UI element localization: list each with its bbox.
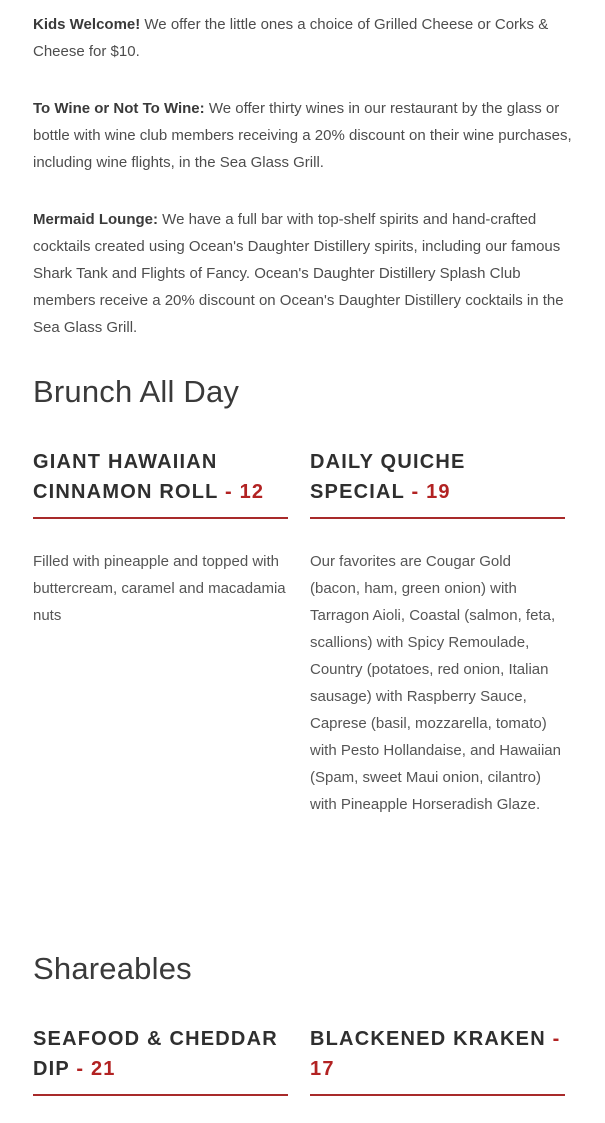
item-divider xyxy=(310,1094,565,1096)
item-name: SEAFOOD & CHEDDAR DIP xyxy=(33,1028,278,1080)
menu-item-blackened-kraken xyxy=(310,1024,565,1084)
mermaid-lounge-lead: Mermaid Lounge: xyxy=(33,211,159,228)
item-heading xyxy=(310,447,565,507)
item-price: - 12 xyxy=(218,481,265,503)
wine-paragraph xyxy=(33,95,573,176)
kids-welcome-lead: Kids Welcome! xyxy=(33,16,141,33)
item-name: GIANT HAWAIIAN CINNAMON ROLL xyxy=(33,451,219,503)
item-heading xyxy=(33,447,288,507)
menu-item-quiche xyxy=(310,447,565,813)
mermaid-lounge-paragraph xyxy=(33,206,573,341)
mermaid-lounge-text: We have a full bar with top-shelf spirits and hand-crafted cocktails created using Ocean's Daughter Distillery spirits, including our famous Shark Tank and Flights of Fancy. Ocean's Daughter Distillery Splash Club members receive a 20% discount on Ocean's Daughter Distillery cocktails in the Sea Glass Grill. xyxy=(33,211,564,336)
item-divider xyxy=(310,517,565,519)
brunch-section-title: Brunch All Day xyxy=(33,374,240,409)
wine-lead: To Wine or Not To Wine: xyxy=(33,100,205,117)
item-heading xyxy=(310,1024,565,1084)
item-price: - 21 xyxy=(69,1058,116,1080)
item-price: - 17 xyxy=(310,1028,561,1080)
item-description: Our favorites are Cougar Gold (bacon, ham, green onion) with Tarragon Aioli, Coastal (salmon, feta, scallions) with Spicy Remoulade, Country (potatoes, red onion, Italian sausage) with Raspberry Sauce, Caprese (basil, mozzarella, tomato) with Pesto Hollandaise, and Hawaiian (Spam, sweet Maui onion, cilantro) with Pineapple Horseradish Glaze. xyxy=(310,553,561,813)
item-name: DAILY QUICHE SPECIAL xyxy=(310,451,466,503)
item-description: Filled with pineapple and topped with buttercream, caramel and macadamia nuts xyxy=(33,553,286,624)
shareables-section-title: Shareables xyxy=(33,951,192,986)
item-divider xyxy=(33,517,288,519)
wine-text: We offer thirty wines in our restaurant by the glass or bottle with wine club members receiving a 20% discount on their wine purchases, including wine flights, in the Sea Glass Grill. xyxy=(33,100,572,171)
kids-welcome-paragraph xyxy=(33,11,573,65)
menu-item-cinnamon-roll xyxy=(33,447,288,624)
item-heading xyxy=(33,1024,288,1084)
item-name: BLACKENED KRAKEN xyxy=(310,1028,546,1050)
menu-item-seafood-dip xyxy=(33,1024,288,1084)
item-price: - 19 xyxy=(404,481,451,503)
item-divider xyxy=(33,1094,288,1096)
kids-welcome-text: We offer the little ones a choice of Grilled Cheese or Corks & Cheese for $10. xyxy=(33,16,549,60)
